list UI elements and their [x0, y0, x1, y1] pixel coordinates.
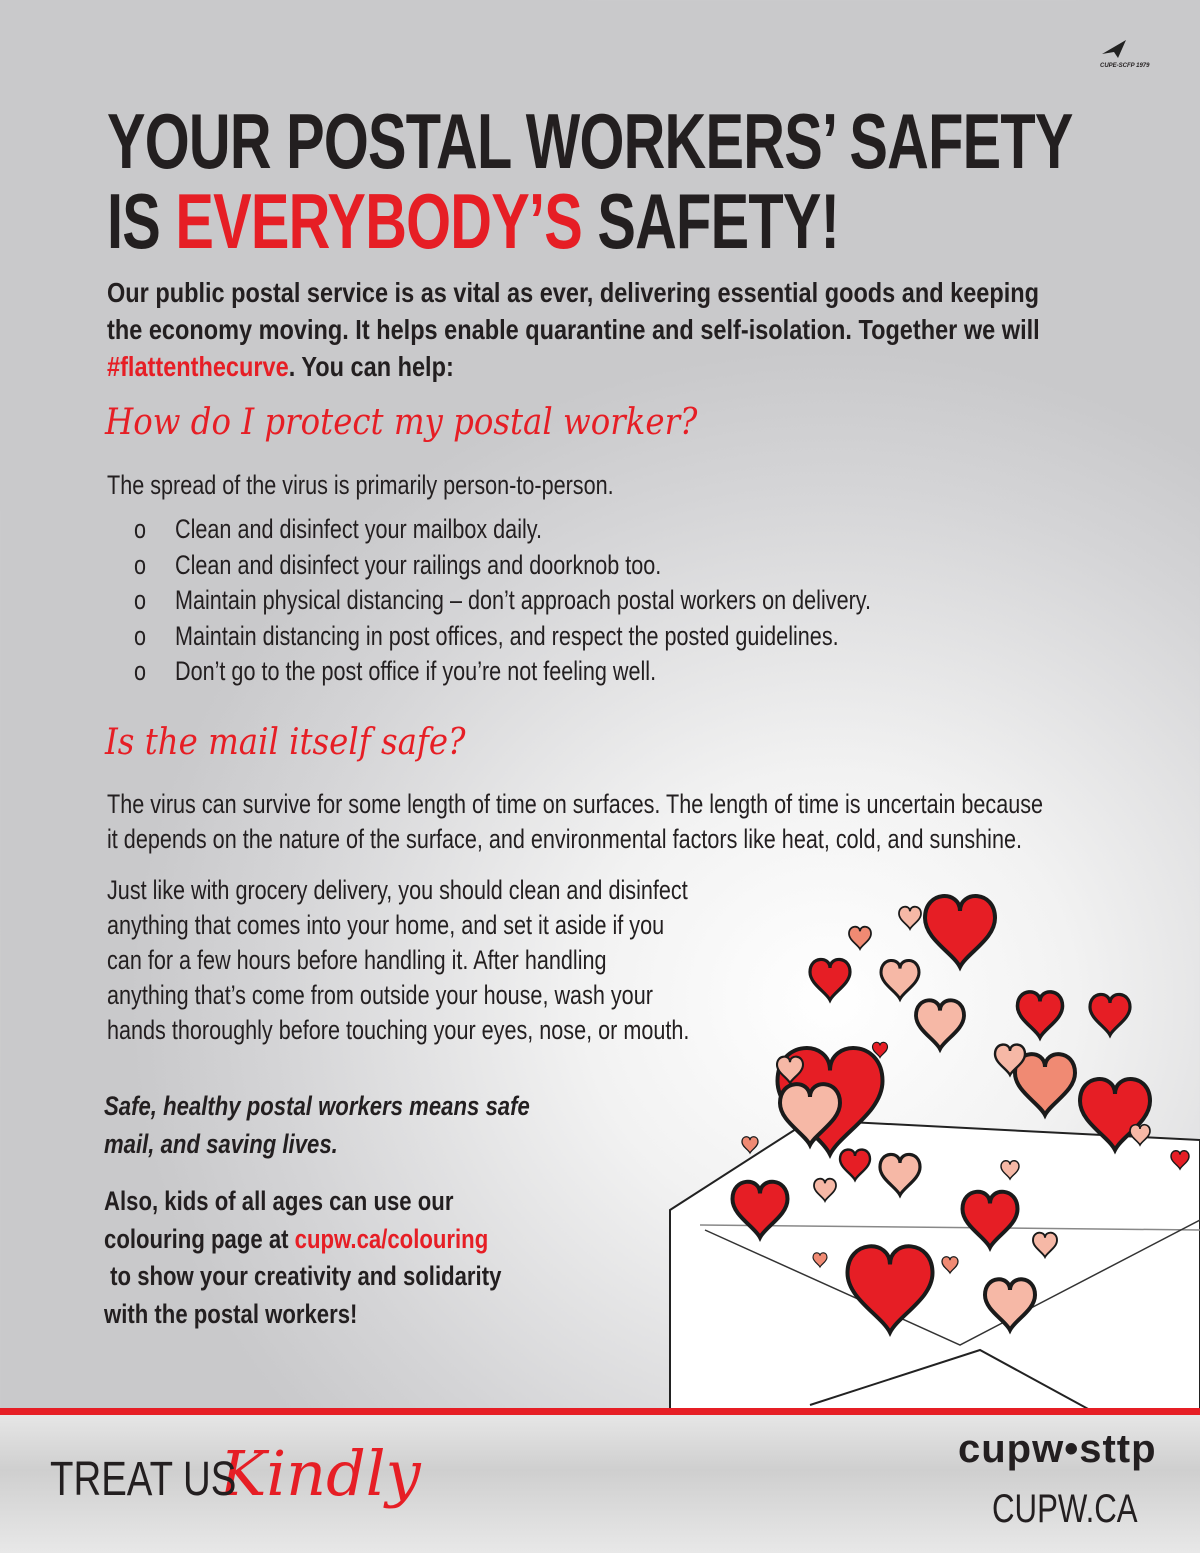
text-line: hands thoroughly before touching your eyes, nose, or mouth. [107, 1015, 690, 1045]
headline-highlight: EVERYBODY’S [175, 177, 583, 265]
bullet-marker: o [134, 656, 147, 686]
colouring-link[interactable]: cupw.ca/colouring [294, 1223, 489, 1254]
bullet-marker: o [134, 620, 147, 651]
union-local-logo: CUPE-SCFP 1979 [1100, 38, 1170, 69]
bullet-text: Clean and disinfect your mailbox daily. [175, 514, 542, 544]
text-line: The virus can survive for some length of time on surfaces. The length of time is uncertain because [107, 789, 1044, 819]
cupw-logo: cupw•sttp [958, 1427, 1157, 1471]
heart-icon [742, 1137, 758, 1153]
text-line: Also, kids of all ages can use our [104, 1186, 454, 1216]
bullet-text: Don’t go to the post office if you’re not feeling well. [175, 656, 657, 686]
bullet-marker: o [134, 514, 147, 544]
intro-line [107, 348, 1040, 385]
text-line: with the postal workers! [104, 1298, 358, 1329]
heart-icon [1090, 994, 1130, 1035]
emphasis-statement [104, 1088, 623, 1163]
heart-icon [1015, 1054, 1075, 1115]
bullet-marker: o [134, 549, 147, 580]
footer-divider [0, 1408, 1200, 1415]
text-part: colouring page at [104, 1223, 295, 1254]
heart-icon [1018, 992, 1063, 1038]
cupw-url[interactable]: CUPW.CA [992, 1487, 1138, 1531]
treat-us-text: TREAT US [50, 1453, 237, 1506]
text-line: Just like with grocery delivery, you should clean and disinfect [107, 875, 688, 905]
text-line: mail, and saving lives. [104, 1128, 338, 1159]
headline [107, 97, 1200, 265]
section2-heading: Is the mail itself safe? [105, 722, 466, 763]
section1-heading: How do I protect my postal worker? [105, 402, 698, 443]
text-line: it depends on the nature of the surface, and environmental factors like heat, cold, and sunshine. [107, 824, 1022, 854]
heart-icon [916, 1000, 964, 1049]
bullet-text: Maintain distancing in post offices, and respect the posted guidelines. [175, 620, 839, 651]
surface-paragraph [107, 787, 1200, 857]
treat-us-kindly [50, 1437, 421, 1510]
heart-icon [810, 959, 850, 1000]
text-line: Safe, healthy postal workers means safe [104, 1091, 530, 1121]
headline-line1: YOUR POSTAL WORKERS’ SAFETY [107, 97, 1073, 185]
bullet-marker: o [134, 585, 147, 615]
intro-suffix: . You can help: [288, 351, 454, 382]
envelope-hearts-illustration [660, 890, 1200, 1410]
heart-icon [881, 960, 919, 999]
text-line [104, 1221, 501, 1259]
bullet-text: Maintain physical distancing – don’t approach postal workers on delivery. [175, 585, 871, 615]
heart-icon [925, 896, 995, 967]
footer [0, 1415, 1200, 1553]
colouring-paragraph [104, 1183, 589, 1333]
heart-icon [849, 927, 871, 949]
intro-line: Our public postal service is as vital as ever, delivering essential goods and keeping [107, 277, 1040, 308]
headline-line2 [107, 177, 1073, 265]
intro-line: the economy moving. It helps enable quarantine and self-isolation. Together we will [107, 314, 1040, 345]
text-line: can for a few hours before handling it. After handling [107, 945, 607, 975]
headline-prefix: IS [107, 177, 176, 265]
section1-lead: The spread of the virus is primarily person-to-person. [107, 470, 614, 500]
intro-paragraph [107, 274, 1200, 385]
paper-plane-icon [1100, 38, 1130, 60]
hashtag-link[interactable]: #flattenthecurve [107, 351, 289, 382]
heart-icon [899, 907, 921, 929]
text-line: to show your creativity and solidarity [104, 1261, 502, 1291]
text-line: anything that comes into your home, and set it aside if you [107, 910, 665, 940]
kindly-text: Kindly [220, 1437, 421, 1510]
headline-suffix: SAFETY! [582, 177, 840, 265]
bullet-text: Clean and disinfect your railings and doorknob too. [175, 549, 662, 580]
text-line: anything that’s come from outside your house, wash your [107, 980, 653, 1010]
